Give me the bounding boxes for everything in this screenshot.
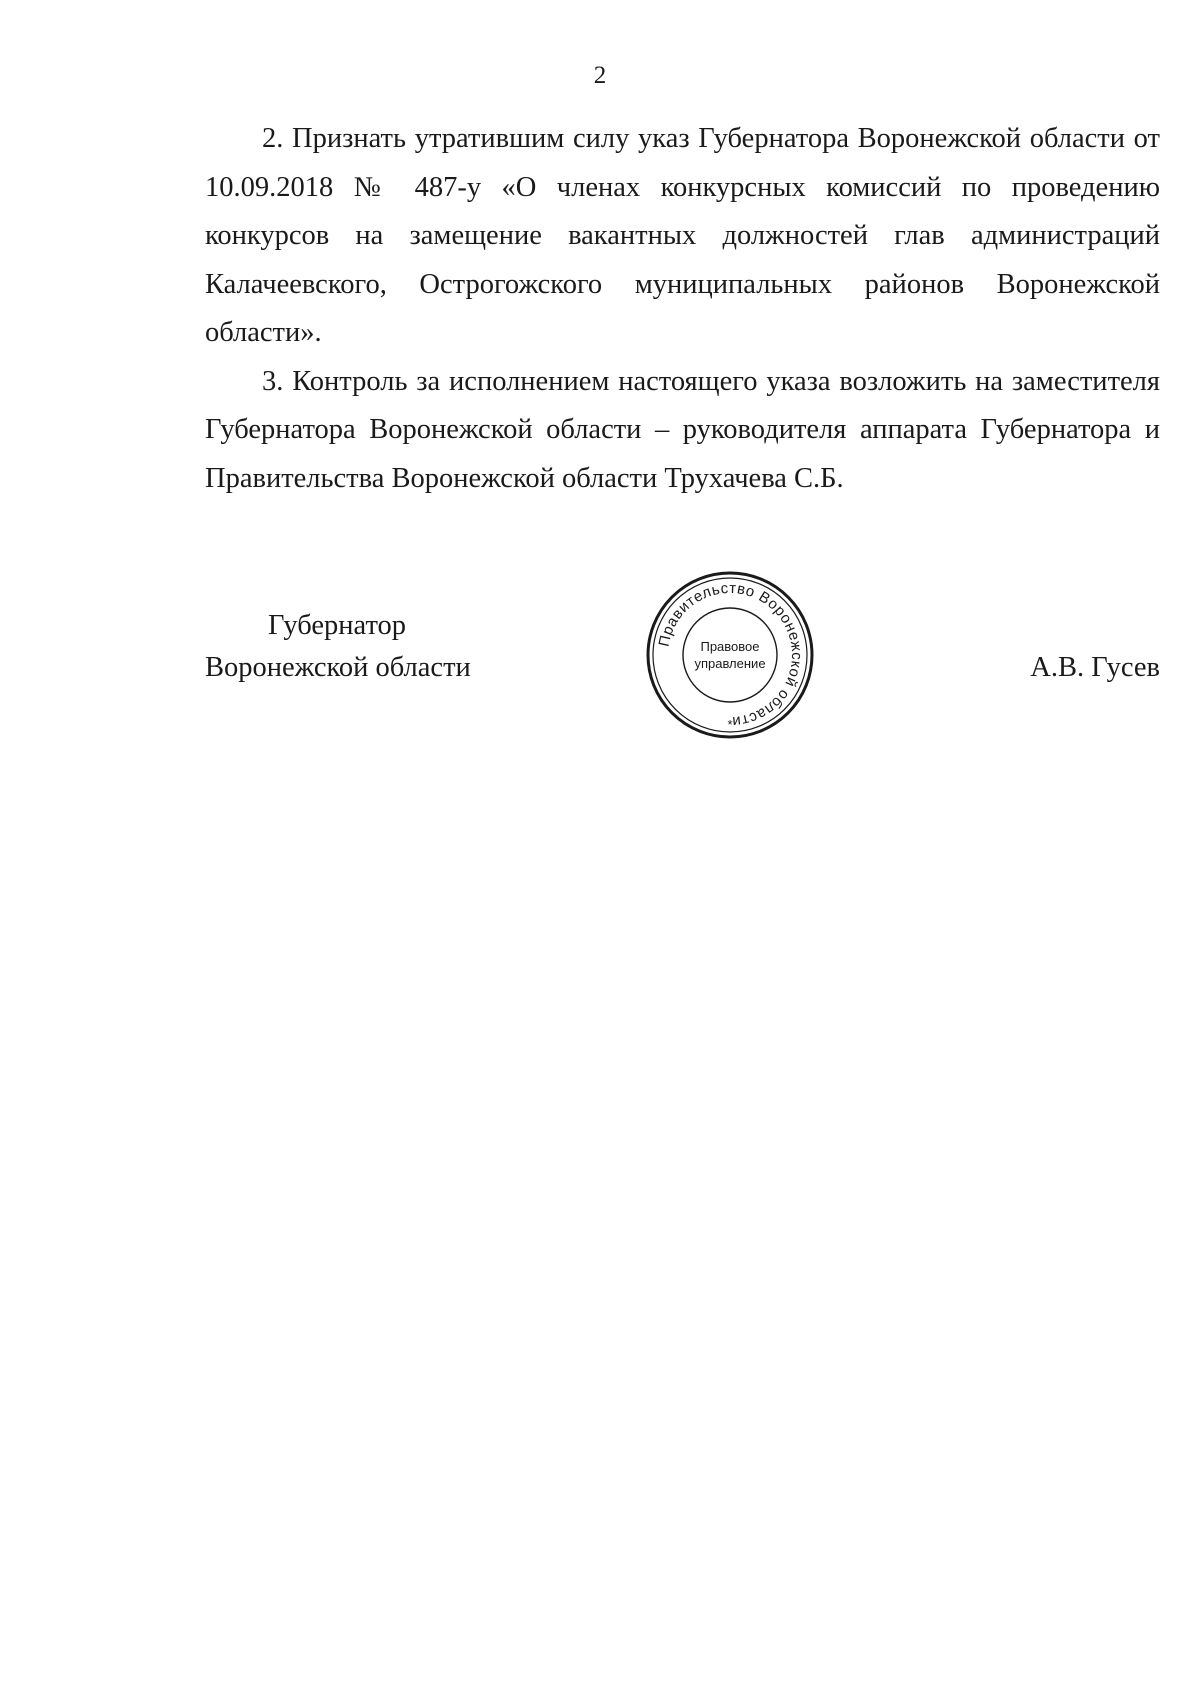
svg-text:*: * bbox=[727, 717, 733, 732]
signature-title-line-2: Воронежской области bbox=[205, 652, 471, 683]
paragraph-2: 2. Признать утратившим силу указ Губернатора Воронежской области от 10.09.2018 № 487-у «О членах конкурсных комиссий по проведению конкурсов на замещение вакантных должностей глав администраций Калачеевского, Острогожского муниципальных районов Воронежской области». bbox=[205, 123, 1160, 348]
page-number: 2 bbox=[593, 62, 607, 89]
signature-title-line-1: Губернатор bbox=[268, 610, 407, 641]
signature-title bbox=[205, 605, 471, 689]
paragraph-3: 3. Контроль за исполнением настоящего указа возложить на заместителя Губернатора Воронежской области – руководителя аппарата Губернатора и Правительства Воронежской области Трухачева С.Б. bbox=[205, 365, 1160, 494]
svg-text:Правовое: Правовое bbox=[700, 639, 760, 654]
svg-text:управление: управление bbox=[694, 656, 766, 671]
signature-name: А.В. Гусев bbox=[1030, 652, 1160, 683]
svg-text:Правительство Воронежской обла: Правительство Воронежской области bbox=[655, 579, 806, 731]
document-body bbox=[205, 115, 1160, 503]
official-stamp-seal bbox=[645, 570, 815, 740]
